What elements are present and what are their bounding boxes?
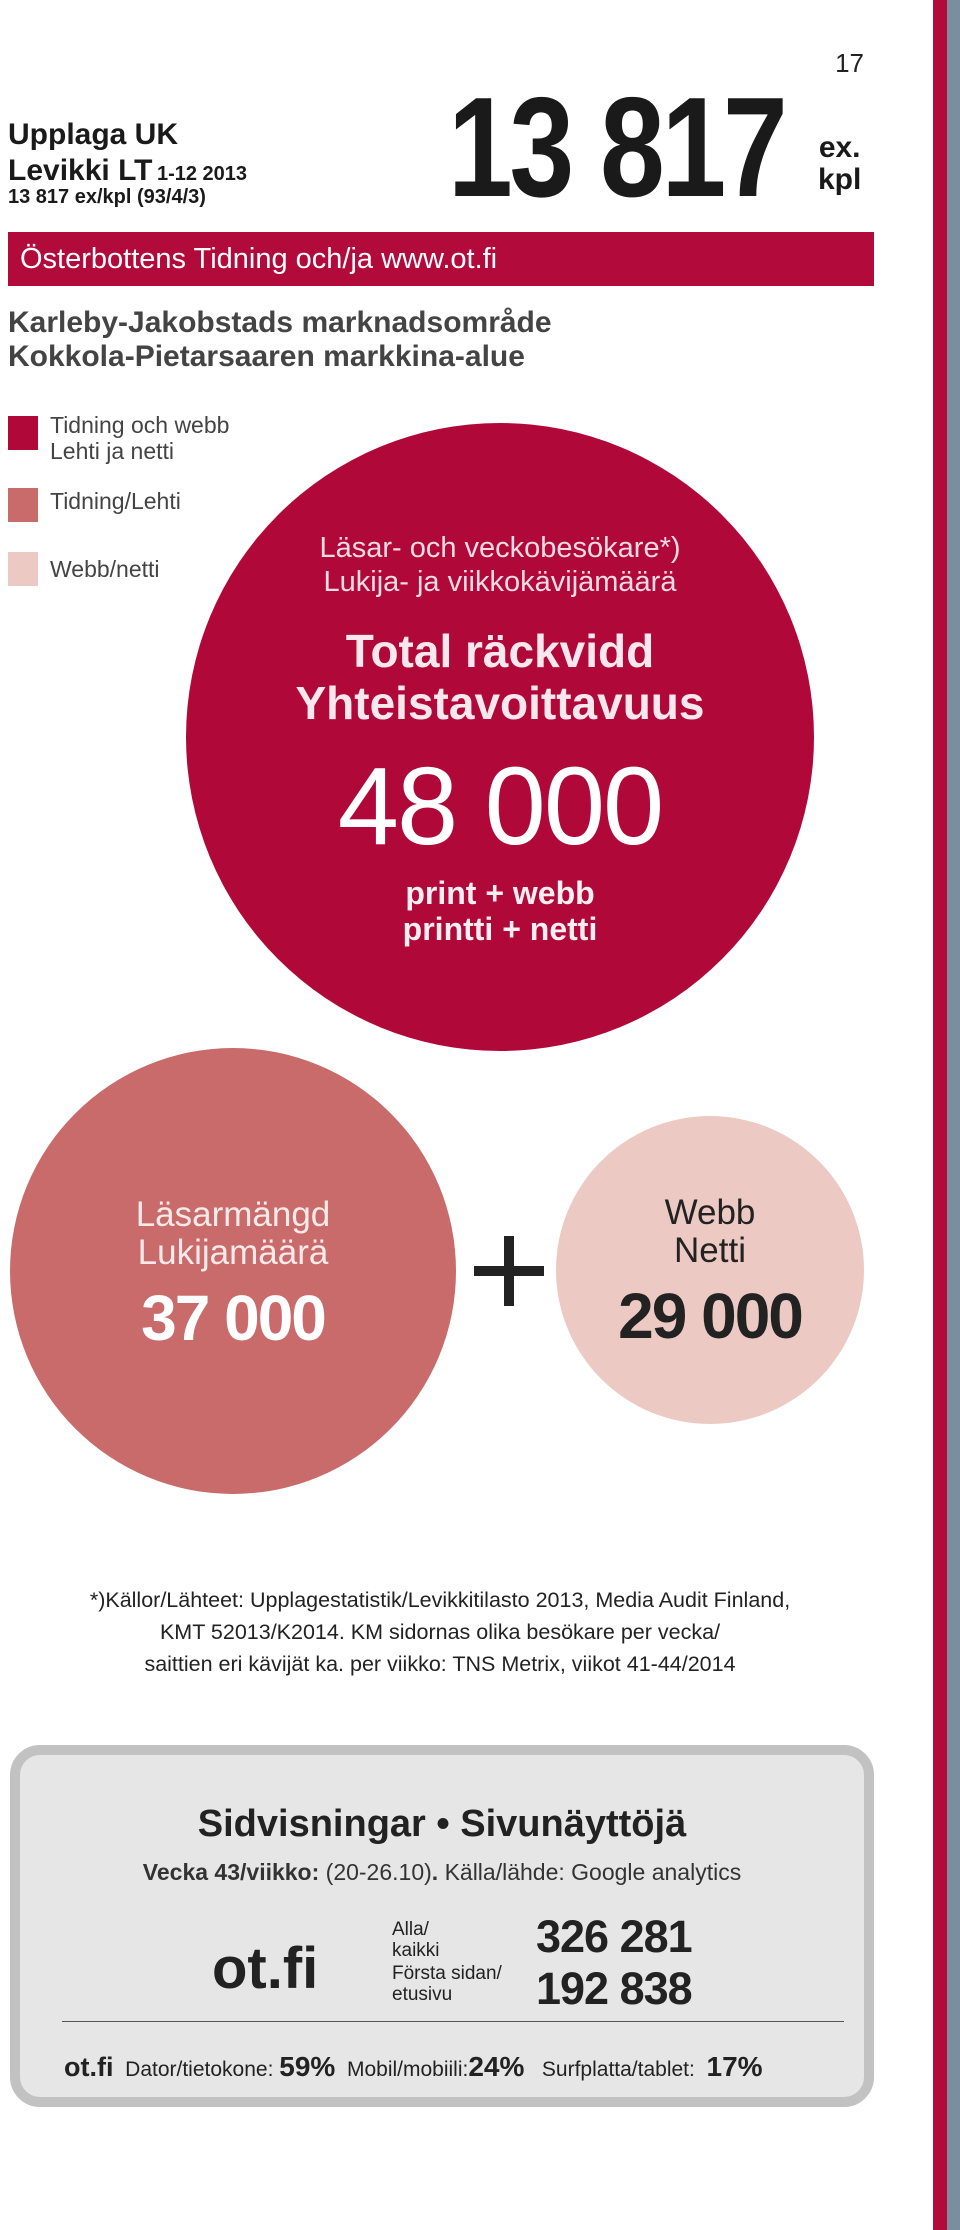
legend-label-line2: Lehti ja netti [50,438,175,464]
legend-swatch-web [8,552,38,586]
circulation-unit [818,132,861,196]
web-visitors-value: 29 000 [618,1280,802,1352]
total-reach-circle [186,423,814,1051]
circulation-title: Upplaga UK [8,118,179,151]
row-frontpage-label2: etusivu [392,1984,453,2005]
pageviews-week-label: Vecka 43/viikko: [142,1859,320,1885]
device-split [64,2051,763,2083]
total-reach-foot1: print + webb [405,875,595,911]
pageviews-box [10,1745,874,2107]
device-tablet-pct: 17% [706,2051,763,2082]
market-region-finnish: Kokkola-Pietarsaaren markkina-alue [8,340,525,373]
sources-line2: KMT 52013/K2014. KM sidornas olika besökare per vecka/ [159,1620,721,1644]
print-readers-label2: Lukijamäärä [137,1233,329,1272]
device-mobile-pct: 24% [468,2051,525,2082]
total-reach-foot2: printti + netti [402,911,598,947]
device-desktop-label: Dator/tietokone: [125,2058,274,2081]
pageviews-row-all-value: 326 281 [536,1911,692,1962]
sources-footnote [30,1584,850,1680]
pageviews-row-all-label [392,1919,440,1961]
pageviews-site-name: ot.fi [212,1936,319,2001]
print-readers-value: 37 000 [141,1282,325,1354]
market-region-swedish: Karleby-Jakobstads marknadsområde [8,306,552,339]
unit-ex: ex. [818,131,861,164]
circulation-subtitle-bold: Levikki LT [8,154,153,187]
total-reach-heading2: Yhteistavoittavuus [295,677,705,729]
total-reach-heading1: Total räckvidd [345,625,655,677]
pageviews-divider [62,2021,844,2022]
device-mobile-label: Mobil/mobiili: [346,2058,469,2081]
legend-swatch-print-web [8,416,38,450]
page-edge-grey-bar [947,0,960,2230]
total-reach-sub2: Lukija- ja viikkokävijämäärä [323,566,677,598]
print-readers-label1: Läsarmängd [135,1195,331,1234]
sources-line3: saittien eri kävijät ka. per viikko: TNS Metrix, viikot 41-44/2014 [144,1652,736,1676]
device-desktop-pct: 59% [279,2051,336,2082]
row-all-label2: kaikki [392,1940,440,1961]
legend-label-print-web [50,412,229,464]
pageviews-title: Sidvisningar • Sivunäyttöjä [197,1803,687,1845]
unit-kpl: kpl [818,163,862,196]
pageviews-source: Källa/lähde: Google analytics [444,1859,742,1885]
pageviews-week-dot: . [431,1859,439,1885]
legend-label-print: Tidning/Lehti [50,488,181,514]
device-split-site: ot.fi [64,2052,114,2082]
circulation-note: 13 817 ex/kpl (93/4/3) [8,186,206,208]
newspaper-banner: Österbottens Tidning och/ja www.ot.fi [8,232,874,286]
web-visitors-label2: Netti [674,1231,746,1270]
circulation-period: 1-12 2013 [156,163,248,185]
circulation-big-number: 13 817 [448,68,785,227]
legend-label-line1: Tidning och webb [50,412,230,438]
web-visitors-label1: Webb [664,1193,756,1232]
page-number: 17 [835,48,864,78]
legend-swatch-print [8,488,38,522]
legend-label-web: Webb/netti [50,556,160,582]
pageviews-week-period: (20-26.10) [325,1859,432,1885]
print-readers-circle [10,1048,456,1494]
plus-icon [474,1236,544,1306]
row-all-label1: Alla/ [392,1919,429,1940]
web-visitors-circle [556,1116,864,1424]
market-region [8,306,552,374]
total-reach-sub1: Läsar- och veckobesökare*) [319,532,681,564]
total-reach-value: 48 000 [337,745,663,868]
pageviews-row-frontpage-label [392,1963,502,2005]
pageviews-row-frontpage-value: 192 838 [536,1963,692,2014]
sources-line1: *)Källor/Lähteet: Upplagestatistik/Levikkitilasto 2013, Media Audit Finland, [89,1588,791,1612]
device-tablet-label: Surfplatta/tablet: [541,2058,695,2081]
row-frontpage-label1: Första sidan/ [392,1963,502,1984]
pageviews-week [20,1859,864,1886]
page-edge-red-bar [933,0,947,2230]
